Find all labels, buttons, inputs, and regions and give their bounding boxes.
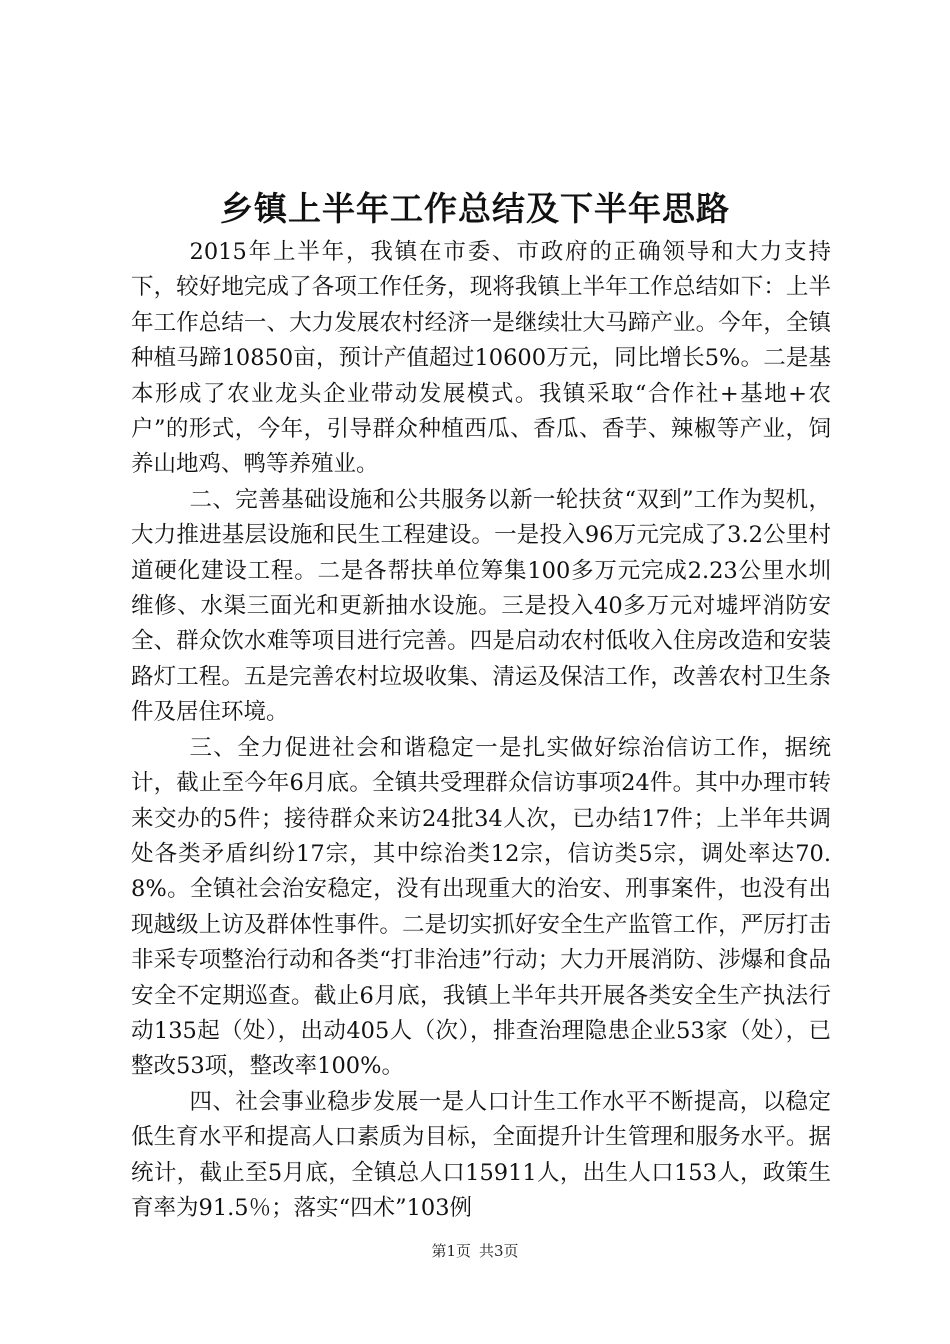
document-body [131, 235, 831, 1226]
paragraph-infrastructure: 二、完善基础设施和公共服务以新一轮扶贫“双到”工作为契机，大力推进基层设施和民生工程建设。一是投入96万元完成了3.2公里村道硬化建设工程。二是各帮扶单位筹集100多万元完成2.23公里水圳维修、水渠三面光和更新抽水设施。三是投入40多万元对墟坪消防安全、群众饮水难等项目进行完善。四是启动农村低收入住房改造和安装路灯工程。五是完善农村垃圾收集、清运及保洁工作，改善农村卫生条件及居住环境。 [131, 486, 831, 726]
paragraph-social-affairs: 四、社会事业稳步发展一是人口计生工作水平不断提高，以稳定低生育水平和提高人口素质为目标，全面提升计生管理和服务水平。据统计，截止至5月底，全镇总人口15911人，出生人口153人，政策生育率为91.5％；落实“四术”103例 [131, 1088, 831, 1221]
document-title: 乡镇上半年工作总结及下半年思路 [220, 189, 730, 228]
page-number: 第1页 [431, 1242, 471, 1260]
page-footer [0, 1239, 950, 1263]
page-total: 共3页 [479, 1242, 519, 1260]
paragraph-economy: 2015年上半年，我镇在市委、市政府的正确领导和大力支持下，较好地完成了各项工作任务，现将我镇上半年工作总结如下：上半年工作总结一、大力发展农村经济一是继续壮大马蹄产业。今年，全镇种植马蹄10850亩，预计产值超过10600万元，同比增长5%。二是基本形成了农业龙头企业带动发展模式。我镇采取“合作社+基地+农户”的形式，今年，引导群众种植西瓜、香瓜、香芋、辣椒等产业，饲养山地鸡、鸭等养殖业。 [131, 239, 831, 478]
paragraph-social-stability: 三、全力促进社会和谐稳定一是扎实做好综治信访工作，据统计，截止至今年6月底。全镇共受理群众信访事项24件。其中办理市转来交办的5件；接待群众来访24批34人次，已办结17件；上半年共调处各类矛盾纠纷17宗，其中综治类12宗，信访类5宗，调处率达70.8%。全镇社会治安稳定，没有出现重大的治安、刑事案件，也没有出现越级上访及群体性事件。二是切实抓好安全生产监管工作，严厉打击非采专项整治行动和各类“打非治违”行动；大力开展消防、涉爆和食品安全不定期巡查。截止6月底，我镇上半年共开展各类安全生产执法行动135起（处），出动405人（次），排查治理隐患企业53家（处），已整改53项，整改率100%。 [131, 734, 831, 1080]
